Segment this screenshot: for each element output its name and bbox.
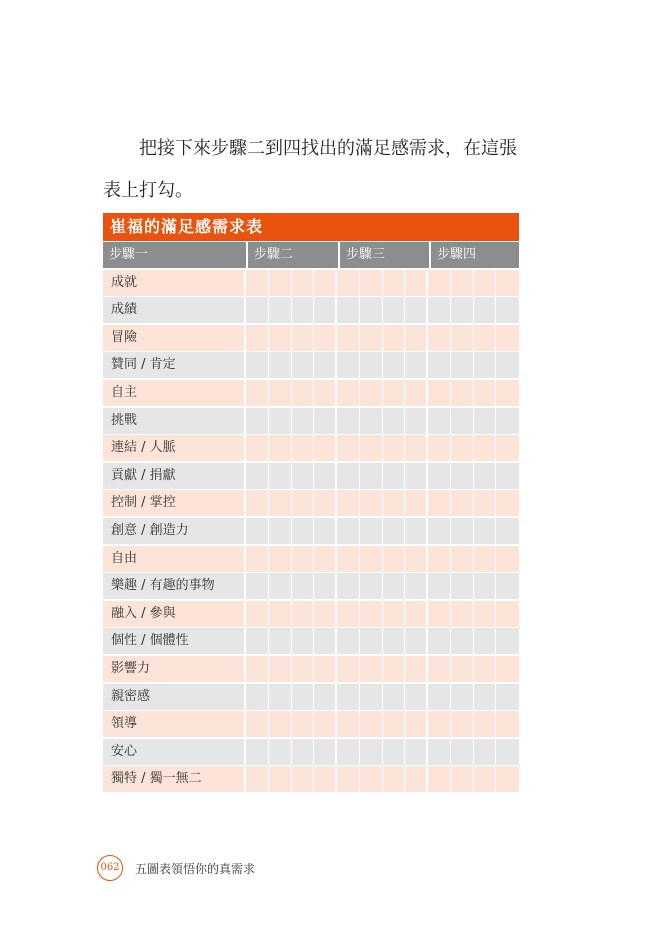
need-label: 成績: [103, 297, 246, 323]
header-step-4: 步驟四: [437, 247, 477, 262]
check-cell[interactable]: [428, 270, 451, 296]
check-cell[interactable]: [314, 490, 337, 516]
check-cell[interactable]: [337, 270, 360, 296]
check-cell[interactable]: [474, 490, 497, 516]
check-cell[interactable]: [269, 573, 292, 599]
table-header-row: [103, 242, 519, 268]
check-cell[interactable]: [314, 739, 337, 765]
check-cell[interactable]: [474, 766, 497, 792]
check-cell[interactable]: [360, 766, 383, 792]
check-cell[interactable]: [246, 739, 269, 765]
check-cell[interactable]: [496, 325, 519, 351]
check-cell[interactable]: [383, 490, 406, 516]
check-cell[interactable]: [314, 601, 337, 627]
need-label: 創意 / 創造力: [103, 518, 246, 544]
check-cell[interactable]: [383, 546, 406, 572]
check-cell[interactable]: [428, 766, 451, 792]
check-cell[interactable]: [428, 463, 451, 489]
check-cell[interactable]: [360, 408, 383, 434]
check-cell[interactable]: [405, 518, 428, 544]
check-cell[interactable]: [474, 628, 497, 654]
check-cell[interactable]: [383, 325, 406, 351]
check-cell[interactable]: [474, 518, 497, 544]
need-label: 個性 / 個體性: [103, 628, 246, 654]
check-cell[interactable]: [451, 711, 474, 737]
check-cell[interactable]: [451, 628, 474, 654]
check-cell[interactable]: [383, 711, 406, 737]
check-cell[interactable]: [246, 711, 269, 737]
check-cell[interactable]: [451, 546, 474, 572]
check-cell[interactable]: [474, 546, 497, 572]
table-row: [103, 435, 519, 461]
check-cell[interactable]: [337, 546, 360, 572]
check-cell[interactable]: [405, 766, 428, 792]
table-row: [103, 711, 519, 737]
check-cell[interactable]: [428, 352, 451, 378]
table-row: [103, 463, 519, 489]
check-cell[interactable]: [314, 766, 337, 792]
check-cell[interactable]: [337, 297, 360, 323]
check-cell[interactable]: [383, 573, 406, 599]
need-label: 挑戰: [103, 408, 246, 434]
check-cell[interactable]: [474, 435, 497, 461]
page-footer: [97, 855, 255, 881]
table-row: [103, 352, 519, 378]
check-cell[interactable]: [246, 684, 269, 710]
check-cell[interactable]: [405, 380, 428, 406]
check-cell[interactable]: [405, 628, 428, 654]
check-cell[interactable]: [474, 739, 497, 765]
check-cell[interactable]: [314, 684, 337, 710]
check-cell[interactable]: [451, 739, 474, 765]
check-cell[interactable]: [428, 435, 451, 461]
check-cell[interactable]: [292, 573, 315, 599]
check-cell[interactable]: [360, 656, 383, 682]
check-cell[interactable]: [269, 656, 292, 682]
check-cell[interactable]: [360, 601, 383, 627]
check-cell[interactable]: [428, 546, 451, 572]
check-cell[interactable]: [269, 270, 292, 296]
check-cell[interactable]: [360, 463, 383, 489]
check-cell[interactable]: [314, 408, 337, 434]
check-cell[interactable]: [451, 573, 474, 599]
check-cell[interactable]: [405, 435, 428, 461]
check-cell[interactable]: [292, 711, 315, 737]
check-cell[interactable]: [360, 435, 383, 461]
check-cell[interactable]: [269, 601, 292, 627]
check-cell[interactable]: [428, 573, 451, 599]
check-cell[interactable]: [383, 739, 406, 765]
check-cell[interactable]: [246, 463, 269, 489]
check-cell[interactable]: [292, 656, 315, 682]
check-cell[interactable]: [292, 463, 315, 489]
check-cell[interactable]: [269, 408, 292, 434]
check-cell[interactable]: [474, 684, 497, 710]
check-cell[interactable]: [451, 684, 474, 710]
check-cell[interactable]: [405, 270, 428, 296]
check-cell[interactable]: [496, 573, 519, 599]
check-cell[interactable]: [314, 628, 337, 654]
check-cell[interactable]: [360, 546, 383, 572]
header-step-3: 步驟三: [340, 242, 431, 268]
check-cell[interactable]: [292, 408, 315, 434]
check-cell[interactable]: [269, 739, 292, 765]
check-cell[interactable]: [292, 270, 315, 296]
check-cell[interactable]: [405, 711, 428, 737]
check-cell[interactable]: [383, 684, 406, 710]
check-cell[interactable]: [383, 435, 406, 461]
check-cell[interactable]: [428, 325, 451, 351]
check-cell[interactable]: [496, 711, 519, 737]
need-label: 獨特 / 獨一無二: [103, 766, 246, 792]
check-cell[interactable]: [474, 463, 497, 489]
check-cell[interactable]: [314, 352, 337, 378]
check-cell[interactable]: [314, 711, 337, 737]
check-cell[interactable]: [337, 656, 360, 682]
check-cell[interactable]: [246, 270, 269, 296]
check-cell[interactable]: [360, 297, 383, 323]
check-cell[interactable]: [405, 408, 428, 434]
table-row: [103, 656, 519, 682]
table-row: [103, 739, 519, 765]
check-cell[interactable]: [428, 408, 451, 434]
check-cell[interactable]: [314, 325, 337, 351]
check-cell[interactable]: [405, 463, 428, 489]
check-cell[interactable]: [496, 435, 519, 461]
check-cell[interactable]: [314, 546, 337, 572]
check-cell[interactable]: [383, 601, 406, 627]
need-label: 安心: [103, 739, 246, 765]
check-cell[interactable]: [428, 297, 451, 323]
check-cell[interactable]: [428, 628, 451, 654]
check-cell[interactable]: [496, 684, 519, 710]
check-cell[interactable]: [292, 325, 315, 351]
table-row: [103, 325, 519, 351]
check-cell[interactable]: [337, 490, 360, 516]
table-row: [103, 408, 519, 434]
check-cell[interactable]: [405, 352, 428, 378]
check-cell[interactable]: [269, 490, 292, 516]
check-cell[interactable]: [314, 270, 337, 296]
need-label: 成就: [103, 270, 246, 296]
check-cell[interactable]: [496, 380, 519, 406]
check-cell[interactable]: [474, 573, 497, 599]
table-row: [103, 297, 519, 323]
check-cell[interactable]: [337, 380, 360, 406]
check-cell[interactable]: [496, 766, 519, 792]
check-cell[interactable]: [269, 297, 292, 323]
check-cell[interactable]: [405, 656, 428, 682]
check-cell[interactable]: [474, 408, 497, 434]
check-cell[interactable]: [496, 518, 519, 544]
check-cell[interactable]: [474, 352, 497, 378]
check-cell[interactable]: [496, 270, 519, 296]
check-cell[interactable]: [474, 297, 497, 323]
check-cell[interactable]: [496, 739, 519, 765]
check-cell[interactable]: [246, 490, 269, 516]
check-cell[interactable]: [360, 739, 383, 765]
check-cell[interactable]: [451, 325, 474, 351]
check-cell[interactable]: [451, 270, 474, 296]
check-cell[interactable]: [292, 352, 315, 378]
check-cell[interactable]: [428, 656, 451, 682]
need-label: 樂趣 / 有趣的事物: [103, 573, 246, 599]
check-cell[interactable]: [405, 739, 428, 765]
check-cell[interactable]: [451, 766, 474, 792]
check-cell[interactable]: [337, 684, 360, 710]
check-cell[interactable]: [292, 518, 315, 544]
check-cell[interactable]: [246, 518, 269, 544]
check-cell[interactable]: [269, 518, 292, 544]
check-cell[interactable]: [292, 684, 315, 710]
needs-table: [103, 213, 519, 792]
check-cell[interactable]: [496, 297, 519, 323]
check-cell[interactable]: [451, 656, 474, 682]
need-label: 影響力: [103, 656, 246, 682]
check-cell[interactable]: [451, 408, 474, 434]
check-cell[interactable]: [246, 601, 269, 627]
check-cell[interactable]: [405, 684, 428, 710]
check-cell[interactable]: [496, 546, 519, 572]
check-cell[interactable]: [428, 518, 451, 544]
book-title: 五圖表領悟你的真需求: [135, 861, 256, 876]
check-cell[interactable]: [428, 711, 451, 737]
check-cell[interactable]: [360, 352, 383, 378]
check-cell[interactable]: [360, 325, 383, 351]
check-cell[interactable]: [428, 380, 451, 406]
check-cell[interactable]: [269, 325, 292, 351]
check-cell[interactable]: [474, 270, 497, 296]
check-cell[interactable]: [451, 380, 474, 406]
check-cell[interactable]: [292, 435, 315, 461]
check-cell[interactable]: [383, 628, 406, 654]
check-cell[interactable]: [269, 435, 292, 461]
check-cell[interactable]: [269, 352, 292, 378]
table-row: [103, 573, 519, 599]
check-cell[interactable]: [383, 270, 406, 296]
check-cell[interactable]: [337, 518, 360, 544]
check-cell[interactable]: [451, 601, 474, 627]
check-cell[interactable]: [337, 601, 360, 627]
check-cell[interactable]: [246, 380, 269, 406]
check-cell[interactable]: [269, 766, 292, 792]
table-title: 崔福的滿足感需求表: [103, 213, 519, 241]
check-cell[interactable]: [428, 601, 451, 627]
check-cell[interactable]: [474, 711, 497, 737]
check-cell[interactable]: [337, 325, 360, 351]
check-cell[interactable]: [383, 656, 406, 682]
check-cell[interactable]: [292, 628, 315, 654]
check-cell[interactable]: [360, 573, 383, 599]
check-cell[interactable]: [428, 684, 451, 710]
table-row: [103, 518, 519, 544]
check-cell[interactable]: [314, 656, 337, 682]
check-cell[interactable]: [383, 380, 406, 406]
check-cell[interactable]: [474, 380, 497, 406]
check-cell[interactable]: [451, 435, 474, 461]
check-cell[interactable]: [246, 352, 269, 378]
check-cell[interactable]: [292, 739, 315, 765]
check-cell[interactable]: [292, 546, 315, 572]
check-cell[interactable]: [428, 739, 451, 765]
check-cell[interactable]: [383, 297, 406, 323]
check-cell[interactable]: [337, 711, 360, 737]
intro-paragraph: 把接下來步驟二到四找出的滿足感需求，在這張表上打勾。: [103, 138, 517, 201]
table-body: [103, 270, 519, 793]
check-cell[interactable]: [451, 490, 474, 516]
check-cell[interactable]: [496, 352, 519, 378]
check-cell[interactable]: [405, 490, 428, 516]
check-cell[interactable]: [451, 297, 474, 323]
check-cell[interactable]: [496, 463, 519, 489]
need-label: 貢獻 / 捐獻: [103, 463, 246, 489]
check-cell[interactable]: [292, 380, 315, 406]
need-label: 融入 / 參與: [103, 601, 246, 627]
check-cell[interactable]: [314, 463, 337, 489]
table-row: [103, 380, 519, 406]
check-cell[interactable]: [337, 739, 360, 765]
check-cell[interactable]: [246, 628, 269, 654]
check-cell[interactable]: [360, 270, 383, 296]
page-number: 062: [97, 855, 123, 881]
check-cell[interactable]: [292, 490, 315, 516]
check-cell[interactable]: [360, 518, 383, 544]
check-cell[interactable]: [337, 628, 360, 654]
need-label: 冒險: [103, 325, 246, 351]
check-cell[interactable]: [405, 573, 428, 599]
check-cell[interactable]: [451, 463, 474, 489]
check-cell[interactable]: [474, 601, 497, 627]
check-cell[interactable]: [292, 601, 315, 627]
check-cell[interactable]: [383, 408, 406, 434]
check-cell[interactable]: [337, 573, 360, 599]
check-cell[interactable]: [337, 766, 360, 792]
table-row: [103, 546, 519, 572]
check-cell[interactable]: [246, 766, 269, 792]
check-cell[interactable]: [451, 352, 474, 378]
check-cell[interactable]: [314, 380, 337, 406]
check-cell[interactable]: [269, 380, 292, 406]
header-step-1: 步驟一: [103, 242, 248, 268]
check-cell[interactable]: [496, 490, 519, 516]
table-row: [103, 684, 519, 710]
need-label: 親密感: [103, 684, 246, 710]
check-cell[interactable]: [246, 297, 269, 323]
check-cell[interactable]: [405, 546, 428, 572]
check-cell[interactable]: [405, 601, 428, 627]
check-cell[interactable]: [292, 297, 315, 323]
check-cell[interactable]: [474, 325, 497, 351]
table-row: [103, 766, 519, 792]
need-label: 領導: [103, 711, 246, 737]
need-label: 贊同 / 肯定: [103, 352, 246, 378]
check-cell[interactable]: [269, 711, 292, 737]
check-cell[interactable]: [451, 518, 474, 544]
check-cell[interactable]: [314, 435, 337, 461]
check-cell[interactable]: [496, 628, 519, 654]
check-cell[interactable]: [269, 684, 292, 710]
check-cell[interactable]: [314, 573, 337, 599]
check-cell[interactable]: [428, 490, 451, 516]
table-row: [103, 601, 519, 627]
check-cell[interactable]: [246, 408, 269, 434]
check-cell[interactable]: [246, 435, 269, 461]
check-cell[interactable]: [360, 628, 383, 654]
check-cell[interactable]: [337, 435, 360, 461]
check-cell[interactable]: [246, 325, 269, 351]
check-cell[interactable]: [360, 380, 383, 406]
check-cell[interactable]: [360, 684, 383, 710]
check-cell[interactable]: [314, 518, 337, 544]
check-cell[interactable]: [269, 463, 292, 489]
header-step-2: 步驟二: [248, 242, 340, 268]
check-cell[interactable]: [383, 352, 406, 378]
need-label: 連結 / 人脈: [103, 435, 246, 461]
check-cell[interactable]: [360, 711, 383, 737]
check-cell[interactable]: [405, 297, 428, 323]
table-row: [103, 270, 519, 296]
check-cell[interactable]: [360, 490, 383, 516]
table-row: [103, 628, 519, 654]
check-cell[interactable]: [496, 408, 519, 434]
check-cell[interactable]: [269, 628, 292, 654]
need-label: 自主: [103, 380, 246, 406]
check-cell[interactable]: [246, 573, 269, 599]
check-cell[interactable]: [314, 297, 337, 323]
check-cell[interactable]: [337, 408, 360, 434]
check-cell[interactable]: [269, 546, 292, 572]
check-cell[interactable]: [337, 352, 360, 378]
table-row: [103, 490, 519, 516]
need-label: 控制 / 掌控: [103, 490, 246, 516]
check-cell[interactable]: [383, 518, 406, 544]
check-cell[interactable]: [405, 325, 428, 351]
check-cell[interactable]: [496, 601, 519, 627]
check-cell[interactable]: [292, 766, 315, 792]
need-label: 自由: [103, 546, 246, 572]
check-cell[interactable]: [383, 463, 406, 489]
check-cell[interactable]: [383, 766, 406, 792]
check-cell[interactable]: [496, 656, 519, 682]
check-cell[interactable]: [474, 656, 497, 682]
check-cell[interactable]: [246, 656, 269, 682]
check-cell[interactable]: [246, 546, 269, 572]
check-cell[interactable]: [337, 463, 360, 489]
